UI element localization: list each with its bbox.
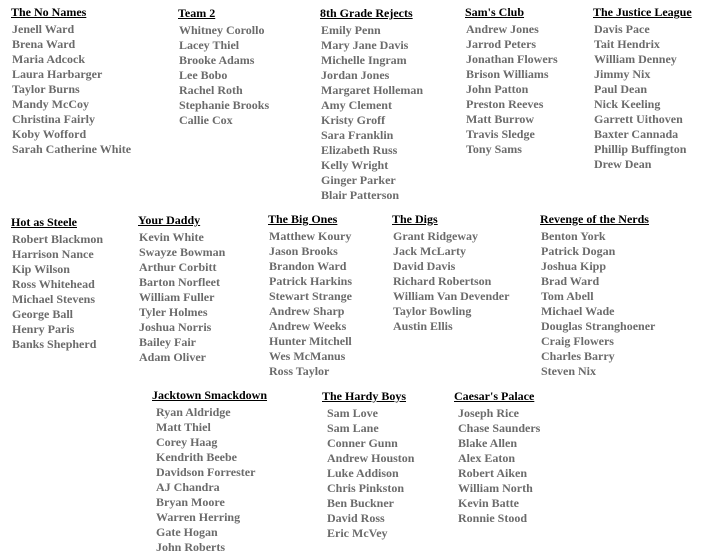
player-name: Douglas Stranghoener — [541, 319, 656, 333]
player-list — [152, 405, 267, 555]
player-name: Emily Penn — [321, 23, 381, 37]
team-block — [138, 213, 225, 365]
team-block — [540, 212, 655, 379]
player-name: Arthur Corbitt — [139, 260, 217, 274]
player-name: Matthew Koury — [269, 229, 352, 243]
player-name: Ronnie Stood — [458, 511, 528, 525]
player-name: Harrison Nance — [12, 247, 94, 261]
player-name: Gate Hogan — [156, 525, 218, 539]
player-name: Elizabeth Russ — [321, 143, 398, 157]
team-name: 8th Grade Rejects — [320, 6, 413, 20]
team-name: The Hardy Boys — [322, 389, 407, 403]
team-name: The Digs — [392, 212, 438, 226]
player-name: Jack McLarty — [393, 244, 466, 258]
team-name: Hot as Steele — [11, 215, 77, 229]
player-name: Brandon Ward — [269, 259, 347, 273]
player-list — [465, 22, 558, 157]
player-name: David Ross — [327, 511, 385, 525]
team-block — [465, 5, 558, 157]
player-name: Robert Aiken — [458, 466, 527, 480]
player-name: Tom Abell — [541, 289, 594, 303]
player-name: Ross Taylor — [269, 364, 330, 378]
team-name: The Big Ones — [268, 212, 338, 226]
player-name: Benton York — [541, 229, 606, 243]
player-name: Michael Stevens — [12, 292, 95, 306]
player-name: Craig Flowers — [541, 334, 614, 348]
player-list — [320, 23, 423, 203]
player-name: Kip Wilson — [12, 262, 70, 276]
player-name: Callie Cox — [179, 113, 233, 127]
player-name: Taylor Burns — [12, 82, 80, 96]
player-name: Blair Patterson — [321, 188, 400, 202]
player-list — [268, 229, 352, 379]
player-name: Joshua Kipp — [541, 259, 607, 273]
player-list — [11, 22, 131, 157]
player-name: Jarrod Peters — [466, 37, 537, 51]
player-name: Preston Reeves — [466, 97, 544, 111]
player-list — [392, 229, 509, 334]
player-list — [322, 406, 414, 541]
team-name: Team 2 — [178, 6, 216, 20]
player-name: Amy Clement — [321, 98, 392, 112]
player-name: Joshua Norris — [139, 320, 212, 334]
team-name: Caesar's Palace — [454, 389, 535, 403]
player-list — [11, 232, 103, 352]
player-name: Steven Nix — [541, 364, 596, 378]
player-name: Margaret Holleman — [321, 83, 424, 97]
player-name: Andrew Weeks — [269, 319, 347, 333]
player-name: Stephanie Brooks — [179, 98, 270, 112]
player-name: Ginger Parker — [321, 173, 396, 187]
player-name: George Ball — [12, 307, 73, 321]
player-name: William Fuller — [139, 290, 215, 304]
player-list — [178, 23, 269, 128]
player-name: Grant Ridgeway — [393, 229, 478, 243]
player-name: Tyler Holmes — [139, 305, 208, 319]
player-name: Davidson Forrester — [156, 465, 256, 479]
team-name: The No Names — [11, 5, 87, 19]
player-name: Rachel Roth — [179, 83, 243, 97]
player-name: Barton Norfleet — [139, 275, 220, 289]
player-name: Kelly Wright — [321, 158, 389, 172]
player-name: John Patton — [466, 82, 529, 96]
team-block — [152, 388, 267, 555]
player-name: Laura Harbarger — [12, 67, 103, 81]
player-name: Alex Eaton — [458, 451, 515, 465]
player-name: Jimmy Nix — [594, 67, 651, 81]
player-name: Luke Addison — [327, 466, 399, 480]
player-name: William Denney — [594, 52, 677, 66]
player-name: Kendrith Beebe — [156, 450, 237, 464]
player-name: David Davis — [393, 259, 456, 273]
player-name: Kevin White — [139, 230, 204, 244]
player-name: Richard Robertson — [393, 274, 492, 288]
player-name: Warren Herring — [156, 510, 241, 524]
player-name: Sara Franklin — [321, 128, 394, 142]
player-name: Kristy Groff — [321, 113, 386, 127]
player-name: Eric McVey — [327, 526, 388, 540]
player-name: Jordan Jones — [321, 68, 390, 82]
player-name: William North — [458, 481, 533, 495]
player-name: Stewart Strange — [269, 289, 352, 303]
player-name: Conner Gunn — [327, 436, 398, 450]
player-name: Sarah Catherine White — [12, 142, 132, 156]
player-name: Swayze Bowman — [139, 245, 226, 259]
player-list — [593, 22, 692, 172]
player-name: Henry Paris — [12, 322, 75, 336]
team-block — [178, 6, 269, 128]
player-name: Austin Ellis — [393, 319, 453, 333]
team-block — [11, 5, 131, 157]
player-name: Matt Thiel — [156, 420, 211, 434]
player-list — [454, 406, 540, 526]
player-name: Jason Brooks — [269, 244, 338, 258]
player-name: Travis Sledge — [466, 127, 535, 141]
player-name: Tony Sams — [466, 142, 522, 156]
player-name: Brad Ward — [541, 274, 600, 288]
player-name: Patrick Harkins — [269, 274, 352, 288]
player-name: Lacey Thiel — [179, 38, 240, 52]
player-name: Wes McManus — [269, 349, 346, 363]
player-name: Phillip Buffington — [594, 142, 687, 156]
player-name: Ben Buckner — [327, 496, 395, 510]
player-name: Sam Lane — [327, 421, 379, 435]
player-name: Patrick Dogan — [541, 244, 616, 258]
player-name: Andrew Houston — [327, 451, 415, 465]
team-block — [454, 389, 540, 526]
player-name: Nick Keeling — [594, 97, 661, 111]
player-name: William Van Devender — [393, 289, 510, 303]
player-name: Paul Dean — [594, 82, 648, 96]
player-name: Mary Jane Davis — [321, 38, 409, 52]
player-name: Hunter Mitchell — [269, 334, 352, 348]
player-name: Ryan Aldridge — [156, 405, 231, 419]
player-name: Andrew Jones — [466, 22, 539, 36]
player-name: Chris Pinkston — [327, 481, 405, 495]
player-name: Drew Dean — [594, 157, 652, 171]
player-name: Blake Allen — [458, 436, 518, 450]
player-name: Ross Whitehead — [12, 277, 95, 291]
team-block — [11, 215, 103, 352]
team-name: The Justice League — [593, 5, 692, 19]
player-name: Andrew Sharp — [269, 304, 345, 318]
team-name: Revenge of the Nerds — [540, 212, 649, 226]
team-block — [593, 5, 692, 172]
player-name: Michael Wade — [541, 304, 615, 318]
player-name: Tait Hendrix — [594, 37, 660, 51]
player-name: Chase Saunders — [458, 421, 541, 435]
player-name: Maria Adcock — [12, 52, 85, 66]
player-name: Bailey Fair — [139, 335, 196, 349]
player-name: Davis Pace — [594, 22, 650, 36]
player-name: Brison Williams — [466, 67, 549, 81]
team-block — [268, 212, 352, 379]
player-name: Whitney Corollo — [179, 23, 265, 37]
player-name: Robert Blackmon — [12, 232, 103, 246]
player-name: Matt Burrow — [466, 112, 535, 126]
player-name: Bryan Moore — [156, 495, 225, 509]
team-name: Your Daddy — [138, 213, 201, 227]
player-name: Charles Barry — [541, 349, 615, 363]
player-name: Mandy McCoy — [12, 97, 89, 111]
player-name: Sam Love — [327, 406, 378, 420]
player-list — [540, 229, 655, 379]
team-block — [320, 6, 423, 203]
player-name: Jonathan Flowers — [466, 52, 558, 66]
player-name: Koby Wofford — [12, 127, 87, 141]
player-list — [138, 230, 225, 365]
player-name: John Roberts — [156, 540, 226, 554]
team-name: Sam's Club — [465, 5, 525, 19]
player-name: AJ Chandra — [156, 480, 220, 494]
player-name: Brooke Adams — [179, 53, 255, 67]
player-name: Kevin Batte — [458, 496, 519, 510]
player-name: Corey Haag — [156, 435, 218, 449]
team-block — [392, 212, 509, 334]
team-name: Jacktown Smackdown — [152, 388, 268, 402]
player-name: Baxter Cannada — [594, 127, 679, 141]
player-name: Banks Shepherd — [12, 337, 97, 351]
player-name: Adam Oliver — [139, 350, 206, 364]
player-name: Taylor Bowling — [393, 304, 472, 318]
player-name: Joseph Rice — [458, 406, 519, 420]
player-name: Garrett Uithoven — [594, 112, 683, 126]
player-name: Brena Ward — [12, 37, 76, 51]
player-name: Christina Fairly — [12, 112, 95, 126]
player-name: Michelle Ingram — [321, 53, 407, 67]
player-name: Jenell Ward — [12, 22, 75, 36]
player-name: Lee Bobo — [179, 68, 228, 82]
team-block — [322, 389, 414, 541]
